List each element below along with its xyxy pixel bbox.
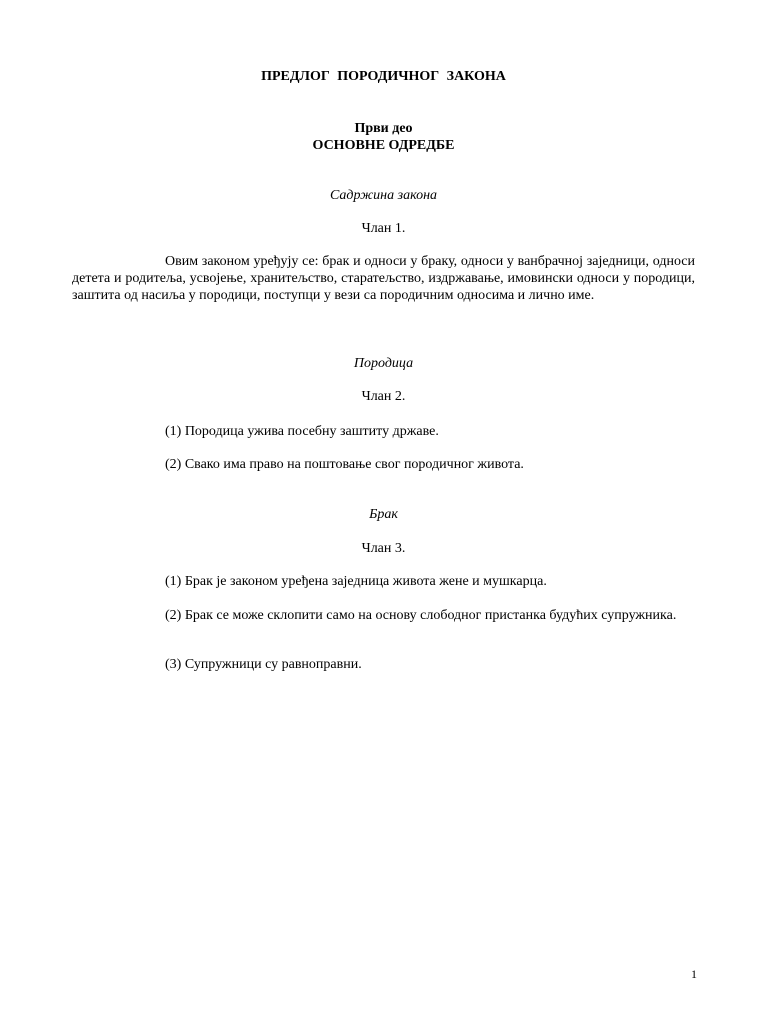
page-number: 1 xyxy=(691,967,697,981)
article-2-paragraph-2: (2) Свако има право на поштовање свог породичног живота. xyxy=(165,457,524,472)
article-3-paragraph-3: (3) Супружници су равноправни. xyxy=(165,657,362,672)
document-title: ПРЕДЛОГ ПОРОДИЧНОГ ЗАКОНА xyxy=(261,69,506,84)
article-3-paragraph-1: (1) Брак је законом уређена заједница живота жене и мушкарца. xyxy=(165,574,547,589)
part-name: Први део xyxy=(354,121,413,136)
article-3-label: Члан 3. xyxy=(361,541,406,556)
article-1-label: Члан 1. xyxy=(361,221,406,236)
section-heading-family: Породица xyxy=(353,356,414,371)
section-heading-marriage: Брак xyxy=(369,507,398,522)
part-subtitle: ОСНОВНЕ ОДРЕДБЕ xyxy=(312,138,455,153)
section-heading-content: Садржина закона xyxy=(329,188,438,203)
article-3-paragraph-2: (2) Брак се може склопити само на основу слободног пристанка будућих супружника. xyxy=(165,608,677,623)
article-1-paragraph: Овим законом уређују се: брак и односи у браку, односи у ванбрачној заједници, односи детета и родитеља, усвојење, хранитељство, старатељство, издржавање, имовински односи у породици, заштита од насиља у породици, поступци у вези са породичним односима и лично име. xyxy=(72,254,695,303)
article-2-paragraph-1: (1) Породица ужива посебну заштиту државе. xyxy=(165,424,439,439)
article-2-label: Члан 2. xyxy=(361,389,406,404)
